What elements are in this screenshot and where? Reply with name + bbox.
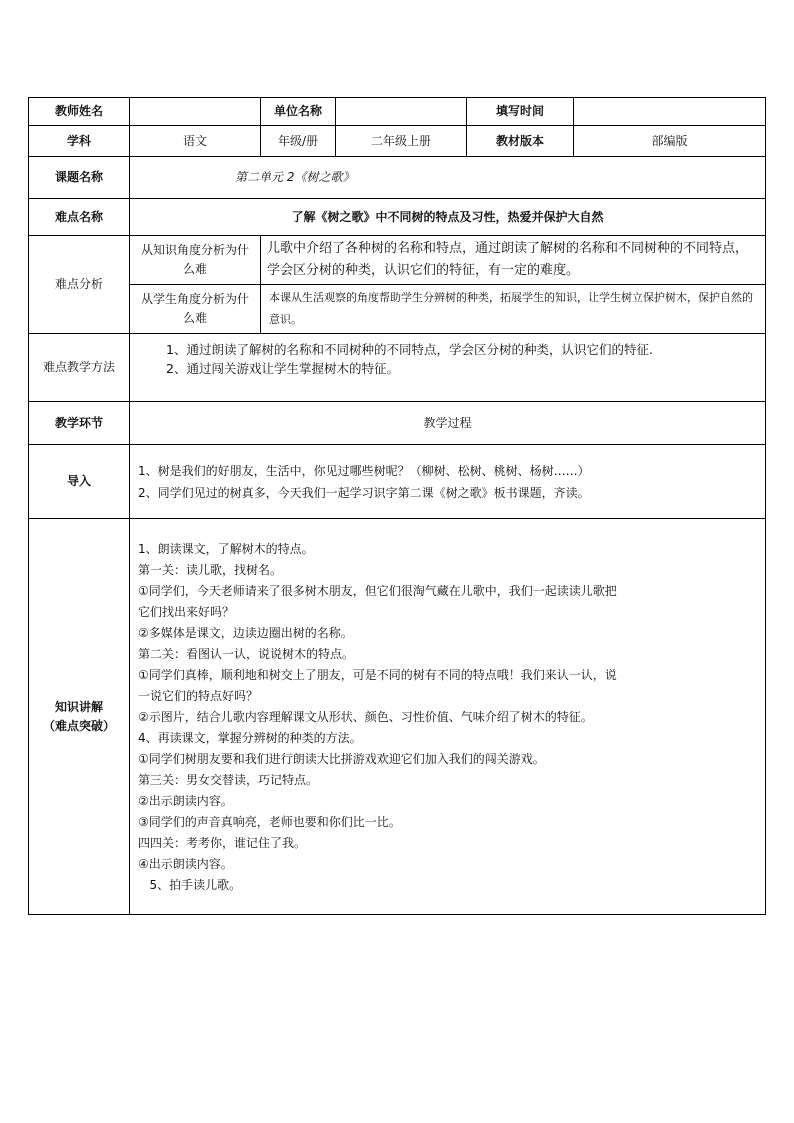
method-item: 1、通过朗读了解树的名称和不同树种的不同特点，学会区分树的种类，认识它们的特征. bbox=[166, 342, 653, 357]
analysis-row-knowledge bbox=[29, 236, 766, 285]
knowledge-label-line2: （难点突破） bbox=[42, 718, 115, 733]
teacher-value[interactable] bbox=[130, 98, 261, 126]
knowledge-line: 4、再读课文，掌握分辨树的种类的方法。 bbox=[138, 731, 362, 745]
edition-value: 部编版 bbox=[574, 126, 766, 157]
process-label: 教学过程 bbox=[130, 402, 766, 445]
intro-label: 导入 bbox=[29, 445, 130, 519]
subject-value: 语文 bbox=[130, 126, 261, 157]
subject-label: 学科 bbox=[29, 126, 130, 157]
intro-row bbox=[29, 445, 766, 519]
knowledge-row bbox=[29, 519, 766, 915]
knowledge-line: 5、拍手读儿歌。 bbox=[138, 878, 242, 892]
knowledge-content bbox=[130, 519, 766, 915]
lesson-title: 第二单元 2《树之歌》 bbox=[130, 157, 766, 199]
lesson-label: 课题名称 bbox=[29, 157, 130, 199]
stage-label: 教学环节 bbox=[29, 402, 130, 445]
knowledge-line: 第一关：读儿歌，找树名。 bbox=[138, 563, 283, 577]
intro-list bbox=[130, 445, 766, 519]
knowledge-angle-label: 从知识角度分析为什么难 bbox=[130, 236, 261, 285]
knowledge-line: 第三关：男女交替读，巧记特点。 bbox=[138, 773, 319, 787]
difficulty-value: 了解《树之歌》中不同树的特点及习性，热爱并保护大自然 bbox=[130, 199, 766, 236]
knowledge-line: ③同学们的声音真响亮，老师也要和你们比一比。 bbox=[138, 815, 401, 829]
knowledge-line: 它们找出来好吗？ bbox=[138, 605, 235, 619]
header-row-2 bbox=[29, 126, 766, 157]
teacher-label: 教师姓名 bbox=[29, 98, 130, 126]
knowledge-line: ①同学们真棒，顺利地和树交上了朋友，可是不同的树有不同的特点哦！我们来认一认，说 bbox=[138, 668, 617, 682]
difficulty-label: 难点名称 bbox=[29, 199, 130, 236]
knowledge-label-line1: 知识讲解 bbox=[54, 699, 103, 714]
knowledge-line: 第二关：看图认一认，说说树木的特点。 bbox=[138, 647, 355, 661]
knowledge-line: 一说它们的特点好吗？ bbox=[138, 689, 259, 703]
lesson-row bbox=[29, 157, 766, 199]
knowledge-line: ②出示朗读内容。 bbox=[138, 794, 233, 808]
date-label: 填写时间 bbox=[467, 98, 574, 126]
knowledge-line: ④出示朗读内容。 bbox=[138, 857, 233, 871]
method-label: 难点教学方法 bbox=[29, 334, 130, 402]
process-header-row bbox=[29, 402, 766, 445]
knowledge-line: 1、朗读课文，了解树木的特点。 bbox=[138, 542, 314, 556]
method-list bbox=[130, 334, 766, 402]
knowledge-label bbox=[29, 519, 130, 915]
intro-line: 2、同学们见过的树真多，今天我们一起学习识字第二课《树之歌》板书课题，齐读。 bbox=[138, 485, 590, 500]
unit-value[interactable] bbox=[336, 98, 467, 126]
student-angle-label: 从学生角度分析为什么难 bbox=[130, 285, 261, 334]
method-row bbox=[29, 334, 766, 402]
knowledge-line: ①同学们，今天老师请来了很多树木朋友，但它们很淘气藏在儿歌中，我们一起读读儿歌把 bbox=[138, 584, 617, 598]
analysis-label: 难点分析 bbox=[29, 236, 130, 334]
knowledge-angle-text: 儿歌中介绍了各种树的名称和特点，通过朗读了解树的名称和不同树种的不同特点，学会区分树的种类，认识它们的特征，有一定的难度。 bbox=[261, 236, 766, 285]
unit-label: 单位名称 bbox=[261, 98, 336, 126]
knowledge-line: ②示图片，结合儿歌内容理解课文从形状、颜色、习性价值、气味介绍了树木的特征。 bbox=[138, 710, 593, 724]
date-value[interactable] bbox=[574, 98, 766, 126]
method-item: 2、通过闯关游戏让学生掌握树木的特征。 bbox=[166, 361, 399, 376]
edition-label: 教材版本 bbox=[467, 126, 574, 157]
lesson-plan-table bbox=[28, 97, 766, 915]
grade-value: 二年级上册 bbox=[336, 126, 467, 157]
grade-label: 年级/册 bbox=[261, 126, 336, 157]
intro-line: 1、树是我们的好朋友，生活中，你见过哪些树呢？（柳树、松树、桃树、杨树……） bbox=[138, 463, 590, 478]
student-angle-text: 本课从生活观察的角度帮助学生分辨树的种类，拓展学生的知识，让学生树立保护树木，保护自然的意识。 bbox=[261, 285, 766, 334]
difficulty-row bbox=[29, 199, 766, 236]
knowledge-line: 四四关：考考你，谁记住了我。 bbox=[138, 836, 307, 850]
analysis-row-student bbox=[29, 285, 766, 334]
knowledge-line: ①同学们树朋友要和我们进行朗读大比拼游戏欢迎它们加入我们的闯关游戏。 bbox=[138, 752, 545, 766]
knowledge-line: ②多媒体是课文，边读边圈出树的名称。 bbox=[138, 626, 353, 640]
header-row-1 bbox=[29, 98, 766, 126]
